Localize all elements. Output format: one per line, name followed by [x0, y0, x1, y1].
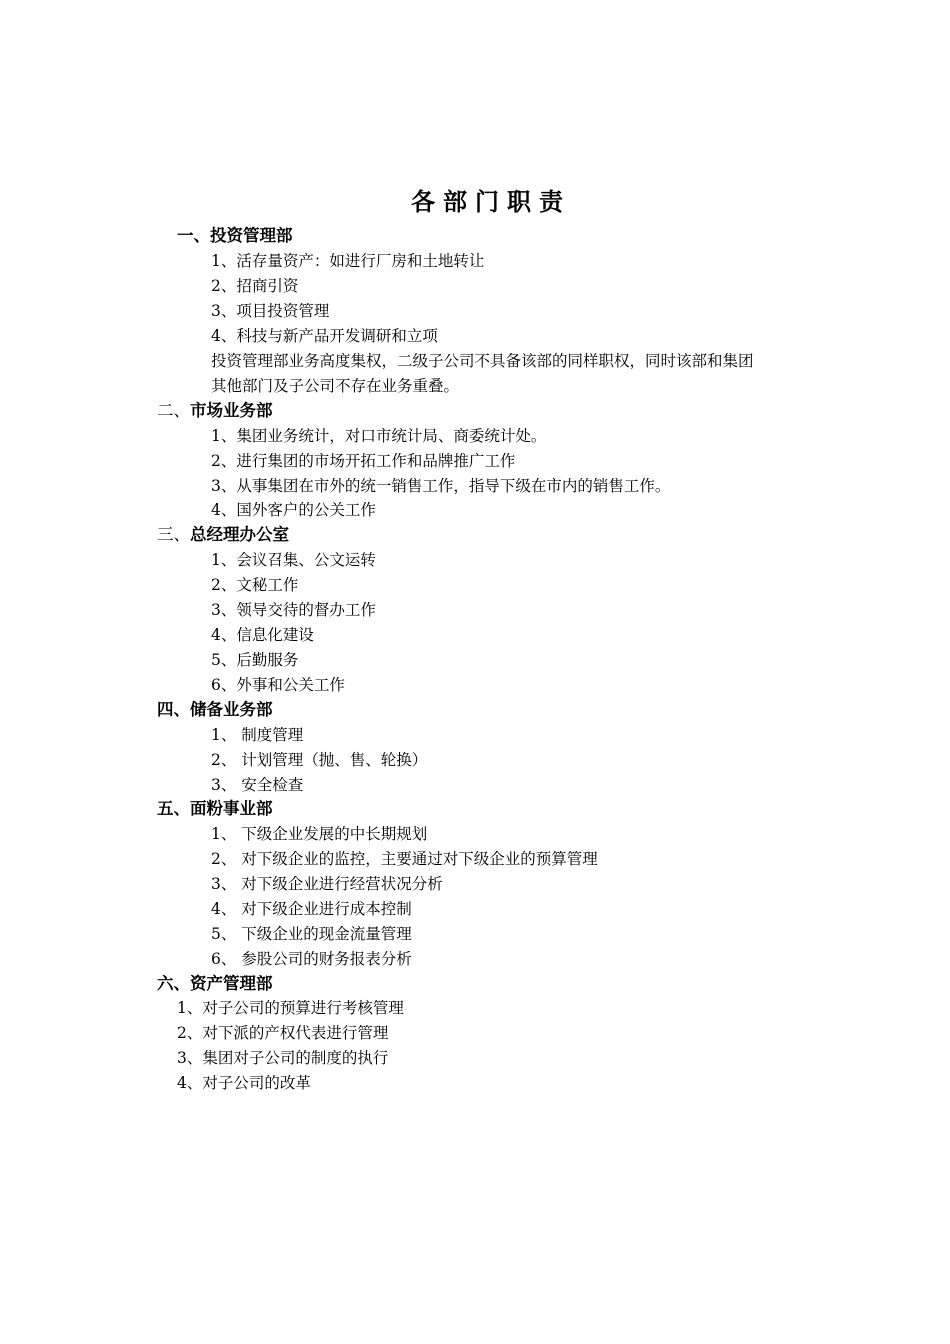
section-title: 资产管理部 — [190, 974, 273, 993]
section-number: 二、 — [157, 401, 190, 420]
list-item: 4、对子公司的改革 — [177, 1074, 311, 1092]
section-number: 五、 — [157, 799, 190, 818]
page-title: 各部门职责 — [411, 188, 571, 216]
list-item: 4、国外客户的公关工作 — [211, 501, 376, 519]
section-number: 六、 — [157, 974, 190, 993]
section-heading — [177, 225, 293, 247]
section-title: 面粉事业部 — [190, 799, 273, 818]
section-number: 三、 — [157, 525, 190, 544]
section-heading — [157, 400, 273, 422]
list-item: 1、 制度管理 — [211, 726, 304, 744]
list-item: 5、 下级企业的现金流量管理 — [211, 925, 412, 943]
list-item: 3、 对下级企业进行经营状况分析 — [211, 875, 443, 893]
list-item: 3、项目投资管理 — [211, 302, 330, 320]
section-number: 四、 — [157, 700, 190, 719]
list-item: 1、集团业务统计，对口市统计局、商委统计处。 — [211, 427, 547, 445]
section-heading — [157, 699, 273, 721]
list-item: 1、 下级企业发展的中长期规划 — [211, 825, 428, 843]
list-item: 6、 参股公司的财务报表分析 — [211, 950, 412, 968]
list-item: 4、 对下级企业进行成本控制 — [211, 900, 412, 918]
list-item: 3、 安全检查 — [211, 776, 304, 794]
list-item: 4、信息化建设 — [211, 626, 314, 644]
list-item: 2、进行集团的市场开拓工作和品牌推广工作 — [211, 452, 516, 470]
list-item: 4、科技与新产品开发调研和立项 — [211, 327, 438, 345]
list-item: 2、 计划管理（抛、售、轮换） — [211, 751, 428, 769]
list-item: 2、对下派的产权代表进行管理 — [177, 1024, 389, 1042]
section-title: 总经理办公室 — [190, 525, 289, 544]
list-item: 5、后勤服务 — [211, 651, 299, 669]
section-title: 市场业务部 — [190, 401, 273, 420]
section-heading — [157, 798, 273, 820]
section-number: 一、 — [177, 226, 210, 245]
list-item: 2、 对下级企业的监控，主要通过对下级企业的预算管理 — [211, 850, 598, 868]
list-item: 1、对子公司的预算进行考核管理 — [177, 999, 404, 1017]
list-item: 6、外事和公关工作 — [211, 676, 345, 694]
section-note: 其他部门及子公司不存在业务重叠。 — [211, 377, 460, 395]
list-item: 3、集团对子公司的制度的执行 — [177, 1049, 389, 1067]
section-heading — [157, 524, 289, 546]
section-heading — [157, 973, 273, 995]
list-item: 1、会议召集、公文运转 — [211, 551, 376, 569]
list-item: 3、从事集团在市外的统一销售工作，指导下级在市内的销售工作。 — [211, 477, 671, 495]
section-title: 储备业务部 — [190, 700, 273, 719]
section-note: 投资管理部业务高度集权，二级子公司不具备该部的同样职权，同时该部和集团 — [211, 352, 754, 370]
list-item: 3、领导交待的督办工作 — [211, 601, 376, 619]
section-title: 投资管理部 — [210, 226, 293, 245]
list-item: 1、活存量资产：如进行厂房和土地转让 — [211, 252, 485, 270]
list-item: 2、招商引资 — [211, 277, 299, 295]
list-item: 2、文秘工作 — [211, 576, 299, 594]
